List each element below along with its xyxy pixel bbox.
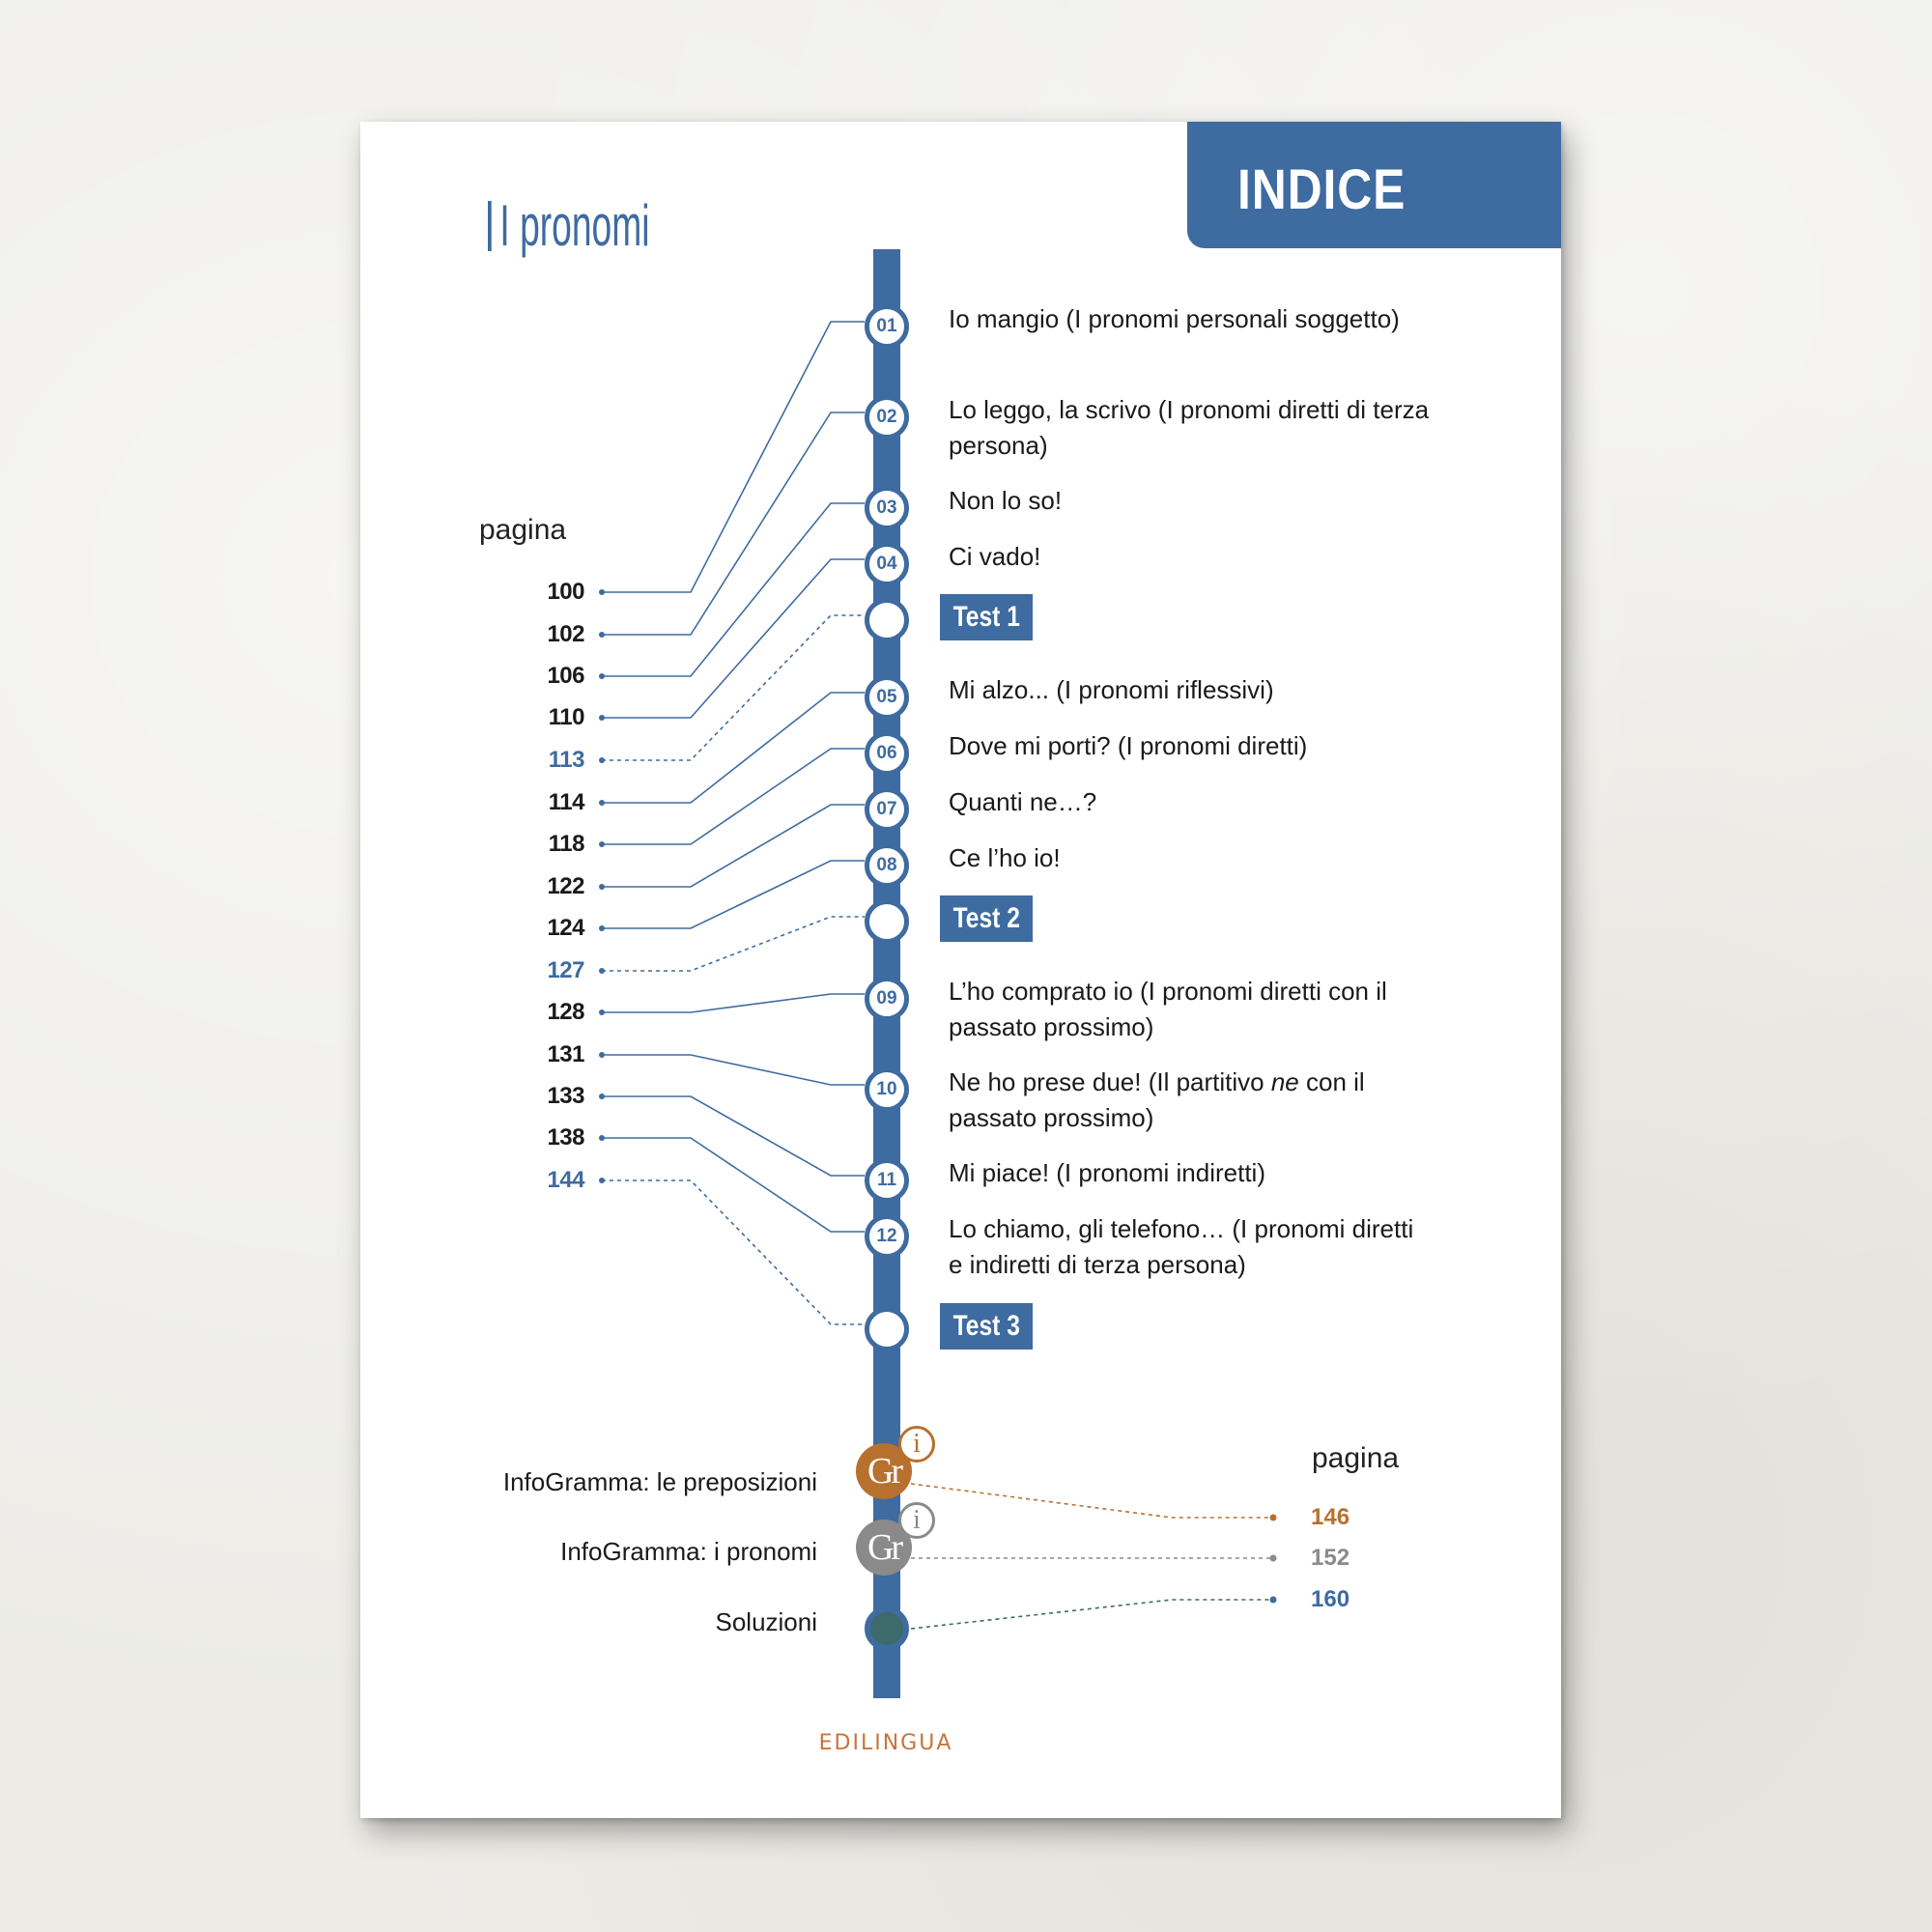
info-badge-icon: i bbox=[898, 1502, 935, 1539]
unit-node-11[interactable]: 11 bbox=[865, 1158, 909, 1203]
page-number-test-1: 113 bbox=[548, 747, 584, 773]
connector-line-12 bbox=[602, 1138, 865, 1232]
publisher-logo: EDILINGUA bbox=[818, 1731, 953, 1755]
unit-title-07[interactable]: Quanti ne…? bbox=[949, 787, 1097, 816]
infogramma-preposizioni-icon[interactable] bbox=[856, 1429, 921, 1497]
connector-line-test-3 bbox=[602, 1180, 865, 1324]
page-number-preposizioni: 146 bbox=[1311, 1504, 1350, 1530]
pagina-label-right: pagina bbox=[1312, 1442, 1400, 1474]
solutions-node-icon[interactable] bbox=[865, 1606, 909, 1651]
page-number-test-3: 144 bbox=[547, 1167, 584, 1193]
unit-title-10[interactable] bbox=[949, 1065, 1432, 1136]
page-number-12: 138 bbox=[547, 1124, 584, 1151]
section-title-text: I pronomi bbox=[499, 193, 650, 258]
page-number-09: 128 bbox=[547, 999, 584, 1025]
test-label-3[interactable] bbox=[940, 1303, 1033, 1350]
unit-title-05[interactable]: Mi alzo... (I pronomi riflessivi) bbox=[949, 675, 1274, 704]
unit-node-01[interactable]: 01 bbox=[865, 304, 909, 349]
unit-node-06[interactable]: 06 bbox=[865, 731, 909, 776]
test-label-2-text: Test 2 bbox=[952, 902, 1020, 934]
unit-node-03[interactable]: 03 bbox=[865, 486, 909, 530]
unit-node-10[interactable]: 10 bbox=[865, 1067, 909, 1112]
unit-title-02[interactable]: Lo leggo, la scrivo (I pronomi diretti di terza persona) bbox=[949, 395, 1430, 460]
connector-line-03 bbox=[602, 503, 865, 676]
test-label-1-text: Test 1 bbox=[952, 601, 1020, 633]
indice-heading: INDICE bbox=[1237, 158, 1406, 221]
unit-title-03[interactable]: Non lo so! bbox=[949, 486, 1063, 515]
connector-line-07 bbox=[602, 805, 865, 887]
test-label-3-text: Test 3 bbox=[952, 1310, 1020, 1342]
connector-line-10 bbox=[602, 1055, 865, 1085]
connector-line-05 bbox=[602, 693, 865, 803]
page-number-03: 106 bbox=[547, 663, 584, 689]
gr-circle-icon: Gr bbox=[856, 1520, 912, 1576]
page-number-pronomi: 152 bbox=[1311, 1545, 1350, 1571]
unit-title-10-italic: ne bbox=[1270, 1067, 1299, 1096]
unit-node-08[interactable]: 08 bbox=[865, 843, 909, 888]
page-number-06: 118 bbox=[548, 831, 584, 857]
unit-node-07[interactable]: 07 bbox=[865, 787, 909, 832]
page-number-11: 133 bbox=[547, 1083, 584, 1109]
unit-title-01[interactable]: Io mangio (I pronomi personali soggetto) bbox=[949, 304, 1400, 333]
page-number-soluzioni: 160 bbox=[1311, 1586, 1350, 1612]
page-number-01: 100 bbox=[547, 579, 584, 605]
page-number-10: 131 bbox=[547, 1041, 584, 1067]
connector-line-09 bbox=[602, 994, 865, 1012]
gr-circle-icon: Gr bbox=[856, 1443, 912, 1499]
info-badge-icon: i bbox=[898, 1426, 935, 1463]
unit-title-10-part-2: con il passato prossimo) bbox=[949, 1067, 1365, 1132]
unit-title-09[interactable]: L’ho comprato io (I pronomi diretti con il passato prossimo) bbox=[949, 977, 1387, 1041]
page-number-04: 110 bbox=[548, 704, 584, 730]
connector-line-11 bbox=[602, 1096, 865, 1176]
pagina-label-left: pagina bbox=[479, 514, 567, 546]
connector-line-06 bbox=[602, 749, 865, 844]
page-number-02: 102 bbox=[547, 621, 584, 647]
test-node-3[interactable] bbox=[865, 1307, 909, 1351]
appendix-label-preposizioni[interactable]: InfoGramma: le preposizioni bbox=[502, 1467, 817, 1496]
connector-line-soluzioni bbox=[911, 1600, 1273, 1629]
unit-title-12[interactable]: Lo chiamo, gli telefono… (I pronomi diretti e indiretti di terza persona) bbox=[949, 1214, 1414, 1279]
test-node-1[interactable] bbox=[865, 598, 909, 642]
connector-line-04 bbox=[602, 559, 865, 718]
appendix-label-pronomi[interactable]: InfoGramma: i pronomi bbox=[560, 1537, 817, 1566]
unit-title-10-part-1: Ne ho prese due! (Il partitivo bbox=[949, 1067, 1271, 1096]
unit-node-05[interactable]: 05 bbox=[865, 675, 909, 720]
unit-node-04[interactable]: 04 bbox=[865, 542, 909, 586]
page-number-05: 114 bbox=[548, 789, 584, 815]
unit-node-12[interactable]: 12 bbox=[865, 1214, 909, 1259]
page-number-07: 122 bbox=[547, 873, 584, 899]
infogramma-pronomi-icon[interactable] bbox=[856, 1505, 921, 1574]
unit-node-09[interactable]: 09 bbox=[865, 977, 909, 1021]
test-label-1[interactable] bbox=[940, 594, 1033, 640]
page-number-08: 124 bbox=[547, 915, 584, 941]
unit-title-04[interactable]: Ci vado! bbox=[949, 542, 1041, 571]
connector-line-02 bbox=[602, 412, 865, 635]
connector-line-test-2 bbox=[602, 917, 865, 971]
unit-title-06[interactable]: Dove mi porti? (I pronomi diretti) bbox=[949, 731, 1308, 760]
index-page bbox=[360, 122, 1561, 1818]
connector-line-preposizioni bbox=[911, 1484, 1273, 1518]
test-label-2[interactable] bbox=[940, 895, 1033, 942]
unit-title-11[interactable]: Mi piace! (I pronomi indiretti) bbox=[949, 1158, 1265, 1187]
connector-line-test-1 bbox=[602, 615, 865, 760]
unit-node-02[interactable]: 02 bbox=[865, 395, 909, 440]
appendix-label-soluzioni[interactable]: Soluzioni bbox=[715, 1607, 817, 1636]
test-node-2[interactable] bbox=[865, 899, 909, 944]
unit-title-08[interactable]: Ce l’ho io! bbox=[949, 843, 1061, 872]
page-number-test-2: 127 bbox=[547, 957, 584, 983]
connector-line-01 bbox=[602, 322, 865, 592]
